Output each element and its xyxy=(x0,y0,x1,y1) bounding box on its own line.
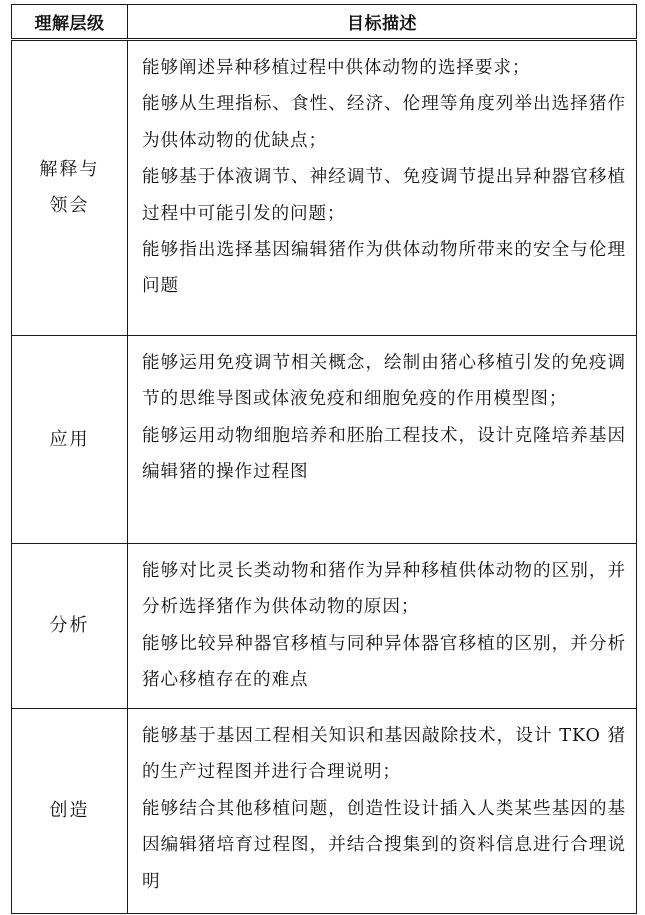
objective-item: 能够对比灵长类动物和猪作为异种移植供体动物的区别，并分析选择猪作为供体动物的原因； xyxy=(142,561,626,618)
level-cell xyxy=(12,40,128,336)
objectives-table xyxy=(11,4,637,914)
table-header-row xyxy=(12,5,637,40)
objective-item: 能够基于体液调节、神经调节、免疫调节提出异种器官移植过程中可能引发的问题； xyxy=(142,167,626,224)
level-label: 领会 xyxy=(49,195,90,216)
objective-item: 能够指出选择基因编辑猪作为供体动物所带来的安全与伦理问题 xyxy=(142,240,626,297)
header-description: 目标描述 xyxy=(128,5,637,40)
table-row xyxy=(12,40,637,336)
objective-item: 能够阐述异种移植过程中供体动物的选择要求； xyxy=(142,58,531,78)
description-cell xyxy=(128,544,637,709)
objective-item: 能够结合其他移植问题，创造性设计插入人类某些基因的基因编辑猪培育过程图，并结合搜集到的资料信息进行合理说明 xyxy=(142,798,626,892)
description-cell xyxy=(128,709,637,914)
level-cell xyxy=(12,709,128,914)
objective-item: 能够比较异种器官移植与同种异体器官移植的区别，并分析猪心移植存在的难点 xyxy=(142,633,626,691)
level-label: 创造 xyxy=(49,800,90,821)
table-row xyxy=(12,709,637,914)
table-row xyxy=(12,544,637,709)
header-level: 理解层级 xyxy=(12,5,128,40)
level-label: 分析 xyxy=(49,615,90,636)
objective-item: 能够从生理指标、食性、经济、伦理等角度列举出选择猪作为供体动物的优缺点； xyxy=(142,94,626,151)
level-label: 解释与 xyxy=(39,159,100,180)
level-cell xyxy=(12,544,128,709)
description-cell xyxy=(128,336,637,544)
table-row xyxy=(12,336,637,544)
description-cell xyxy=(128,40,637,336)
level-label: 应用 xyxy=(49,428,90,450)
level-cell xyxy=(12,336,128,544)
objective-item: 能够基于基因工程相关知识和基因敲除技术，设计 TKO 猪的生产过程图并进行合理说明； xyxy=(142,726,626,783)
objective-item: 能够运用动物细胞培养和胚胎工程技术，设计克隆培养基因编辑猪的操作过程图 xyxy=(142,425,626,483)
objective-item: 能够运用免疫调节相关概念，绘制由猪心移植引发的免疫调节的思维导图或体液免疫和细胞免疫的作用模型图； xyxy=(142,353,626,410)
